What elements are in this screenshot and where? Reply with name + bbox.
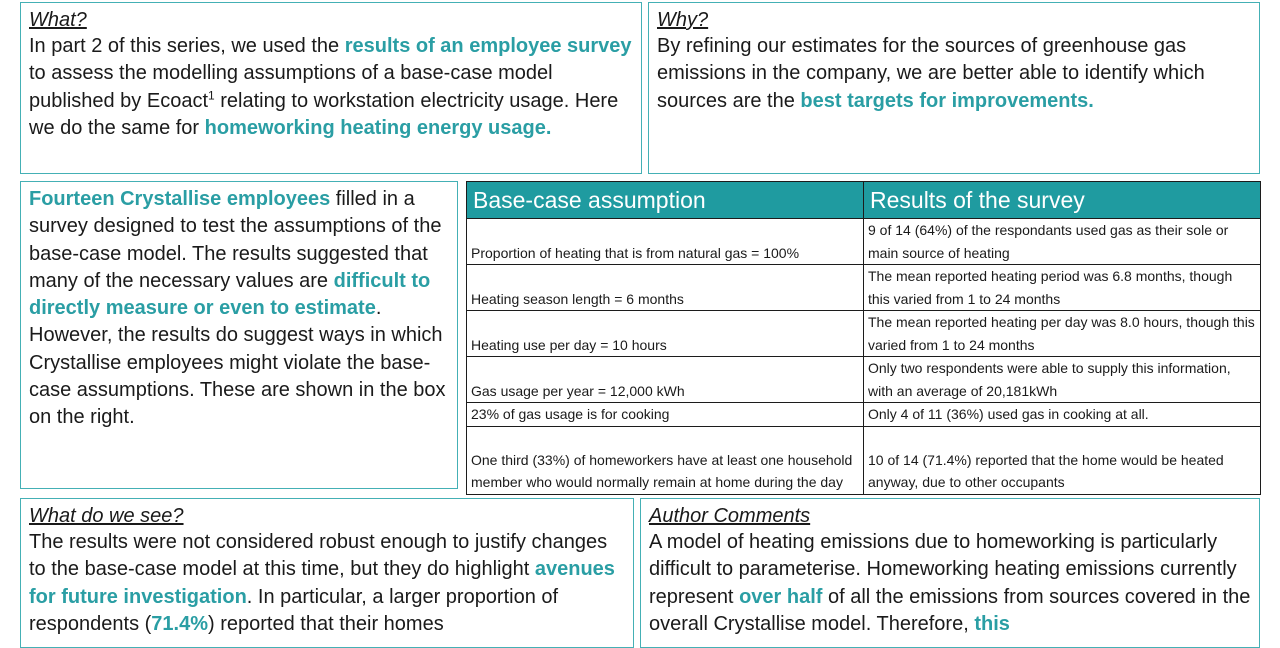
assumption-cell: Heating season length = 6 months <box>467 265 864 311</box>
result-cell: 10 of 14 (71.4%) reported that the home would be heated anyway, due to other occupants <box>864 426 1261 494</box>
what-do-we-see-panel <box>20 498 634 648</box>
author-comments-panel <box>640 498 1260 648</box>
table-row <box>467 357 1261 403</box>
why-panel <box>648 2 1260 174</box>
result-cell: Only 4 of 11 (36%) used gas in cooking at all. <box>864 403 1261 427</box>
highlight-difficult-to-measure: difficult to directly measure or even to estimate <box>29 269 431 320</box>
highlight-homeworking-heating: homeworking heating energy usage. <box>204 116 552 139</box>
what-text: In part 2 of this series, we used the results of an employee survey to assess the modelling assumptions of a base-case model published by Ecoact$^1$ relating to workstation electricity usage. Here we do the same for homeworking heating energy usage. <box>29 35 632 139</box>
author-title: Author Comments <box>649 505 811 527</box>
highlight-this: this <box>974 612 1010 635</box>
result-cell: 9 of 14 (64%) of the respondants used gas as their sole or main source of heating <box>864 219 1261 265</box>
table-row <box>467 403 1261 427</box>
author-text: A model of heating emissions due to homeworking is particularly difficult to parameterise. Homeworking heating emissions currently represent over half of all the emissions from sources covered in the overall Crystallise model. Therefore, this <box>649 531 1251 635</box>
result-cell: Only two respondents were able to supply this information, with an average of 20,181kWh <box>864 357 1261 403</box>
assumptions-table <box>466 181 1261 495</box>
why-title: Why? <box>657 9 709 31</box>
result-cell: The mean reported heating period was 6.8 months, though this varied from 1 to 24 months <box>864 265 1261 311</box>
table-row <box>467 426 1261 494</box>
assumption-cell: Proportion of heating that is from natural gas = 100% <box>467 219 864 265</box>
highlight-percentage: 71.4% <box>151 612 209 635</box>
assumption-cell: One third (33%) of homeworkers have at least one household member who would normally remain at home during the day <box>467 426 864 494</box>
result-cell: The mean reported heating per day was 8.0 hours, though this varied from 1 to 24 months <box>864 311 1261 357</box>
table-row <box>467 219 1261 265</box>
highlight-employee-survey: results of an employee survey <box>344 35 632 57</box>
survey-summary-panel <box>20 181 458 489</box>
assumption-cell: Heating use per day = 10 hours <box>467 311 864 357</box>
table-header-row <box>467 182 1261 219</box>
highlight-future-investigation: avenues for future investigation <box>29 558 615 608</box>
highlight-over-half: over half <box>739 585 823 608</box>
table-row <box>467 265 1261 311</box>
assumption-cell: 23% of gas usage is for cooking <box>467 403 864 427</box>
header-assumption: Base-case assumption <box>467 182 864 219</box>
see-title: What do we see? <box>29 505 184 527</box>
what-panel <box>20 2 642 174</box>
why-text: By refining our estimates for the sources of greenhouse gas emissions in the company, we are better able to identify which sources are the best targets for improvements. <box>657 35 1205 112</box>
what-title: What? <box>29 9 87 31</box>
footnote-marker: 1 <box>208 87 215 102</box>
survey-summary-text: Fourteen Crystallise employees filled in a survey designed to test the assumptions of the base-case model. The results suggested that many of the necessary values are difficult to directly measure or even to estimate. However, the results do suggest ways in which Crystallise employees might violate the base-case assumptions. These are shown in the box on the right. <box>29 188 446 429</box>
highlight-best-targets: best targets for improvements. <box>800 89 1094 112</box>
header-results: Results of the survey <box>864 182 1261 219</box>
assumption-cell: Gas usage per year = 12,000 kWh <box>467 357 864 403</box>
see-text: The results were not considered robust enough to justify changes to the base-case model at this time, but they do highlight avenues for future investigation. In particular, a larger proportion of respondents (71.4%) reported that their homes <box>29 531 615 635</box>
table-row <box>467 311 1261 357</box>
highlight-fourteen-employees: Fourteen Crystallise employees <box>29 188 331 210</box>
